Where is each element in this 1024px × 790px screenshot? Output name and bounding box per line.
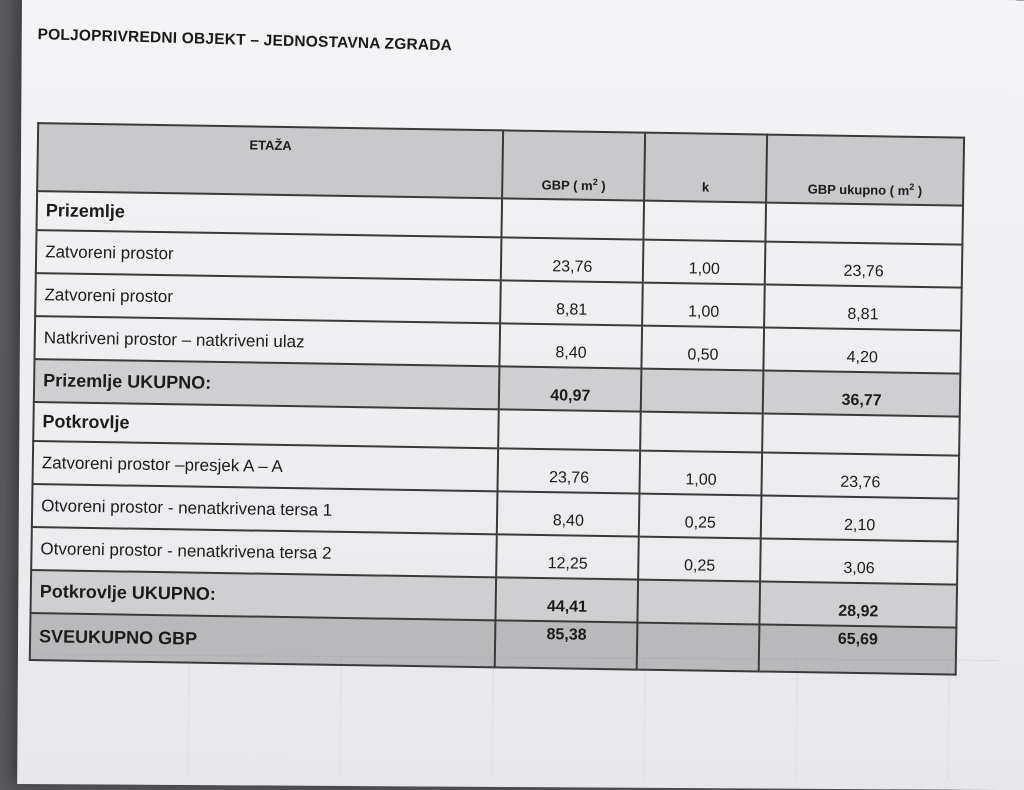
row-name: Otvoreni prostor - nenatkrivena tersa 1 <box>32 484 498 534</box>
subtotal-gbp: 44,41 <box>496 577 639 622</box>
section-label: Potkrovlje <box>33 402 499 448</box>
header-gbp-total-text: GBP ukupno ( m <box>807 181 910 198</box>
row-total: 8,81 <box>764 285 961 331</box>
row-gbp: 23,76 <box>498 448 641 493</box>
row-total: 4,20 <box>764 328 961 374</box>
header-gbp-text: GBP ( m <box>541 177 593 193</box>
subtotal-total: 28,92 <box>760 582 957 628</box>
row-gbp: 8,40 <box>497 491 640 536</box>
subtotal-label: Prizemlje UKUPNO: <box>34 359 500 409</box>
grand-total-label: SVEUKUPNO GBP <box>30 613 496 667</box>
header-gbp-total-sup: 2 <box>909 181 915 192</box>
row-name: Natkriveni prostor – natkriveni ulaz <box>34 316 500 366</box>
grand-total-total: 65,69 <box>759 625 956 675</box>
gbp-area-table <box>29 122 965 676</box>
header-gbp-sup: 2 <box>592 176 598 187</box>
row-name: Zatvoreni prostor –presjek A – A <box>33 441 499 491</box>
area-table-wrapper <box>29 122 965 676</box>
row-name: Zatvoreni prostor <box>35 273 501 323</box>
section-label: Prizemlje <box>37 191 503 237</box>
row-gbp: 8,81 <box>501 280 644 325</box>
header-gbp-total-close: ) <box>914 182 923 199</box>
document-title: POLJOPRIVREDNI OBJEKT – JEDNOSTAVNA ZGRADA <box>37 26 453 55</box>
document-page <box>17 0 1024 790</box>
header-etaza: ETAŽA <box>37 123 503 198</box>
header-gbp-total <box>766 135 964 206</box>
row-k: 0,25 <box>639 494 762 539</box>
row-name: Zatvoreni prostor <box>36 230 502 280</box>
grand-total-gbp: 85,38 <box>495 620 638 669</box>
header-gbp <box>502 130 645 200</box>
row-total: 2,10 <box>761 496 958 542</box>
header-gbp-close: ) <box>597 177 606 194</box>
row-total: 23,76 <box>762 453 959 499</box>
row-k: 1,00 <box>643 240 766 285</box>
row-total: 3,06 <box>760 539 957 585</box>
row-k: 0,25 <box>638 537 761 582</box>
row-gbp: 23,76 <box>501 237 644 282</box>
subtotal-label: Potkrovlje UKUPNO: <box>31 570 497 620</box>
subtotal-total: 36,77 <box>763 371 960 417</box>
row-gbp: 8,40 <box>500 323 643 368</box>
row-k: 1,00 <box>640 451 763 496</box>
bleed-through-shadow <box>37 654 998 781</box>
row-name: Otvoreni prostor - nenatkrivena tersa 2 <box>31 527 497 577</box>
header-k: k <box>644 133 767 203</box>
row-k: 1,00 <box>642 283 765 328</box>
subtotal-gbp: 40,97 <box>499 366 642 411</box>
row-k: 0,50 <box>642 326 765 371</box>
row-total: 23,76 <box>765 242 962 288</box>
row-gbp: 12,25 <box>497 534 640 579</box>
